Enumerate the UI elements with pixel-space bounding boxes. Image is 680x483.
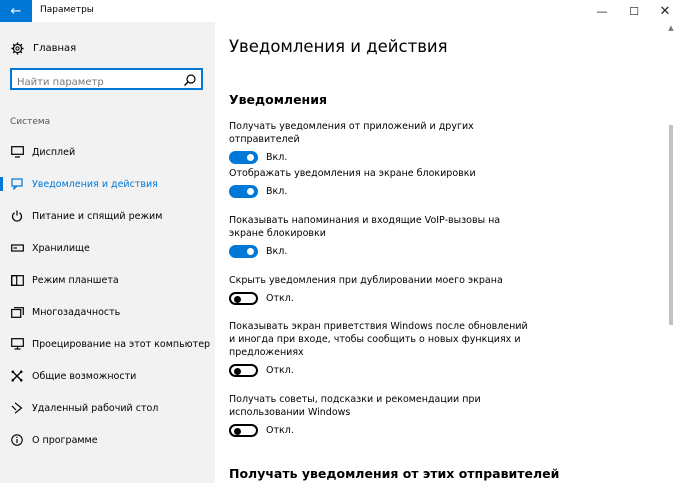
shared-experiences-icon [10, 369, 24, 383]
sidebar-item-shared-experiences[interactable] [0, 360, 215, 392]
display-icon [10, 145, 24, 159]
remote-desktop-icon [10, 401, 24, 415]
sidebar-item-display[interactable] [0, 136, 215, 168]
close-icon: ✕ [659, 3, 671, 19]
toggle-switch[interactable] [229, 292, 258, 305]
toggle-switch[interactable] [229, 424, 258, 437]
toggle-knob [247, 188, 254, 195]
sidebar-item-label: Многозадачность [32, 306, 121, 318]
maximize-icon: ☐ [629, 4, 639, 18]
sidebar-item-label: Дисплей [32, 146, 76, 158]
toggle-state: Вкл. [266, 186, 288, 197]
page-title: Уведомления и действия [229, 37, 448, 56]
sidebar-item-remote-desktop[interactable] [0, 392, 215, 424]
toggle-state: Откл. [266, 365, 294, 376]
scroll-thumb[interactable] [669, 125, 673, 325]
section-title: Уведомления [229, 92, 327, 107]
scrollbar[interactable] [666, 22, 676, 483]
maximize-button[interactable] [619, 0, 649, 22]
multitasking-icon [10, 305, 24, 319]
toggle-knob [247, 154, 254, 161]
back-button[interactable] [0, 0, 32, 22]
setting-lock-screen-notifications [229, 167, 529, 198]
toggle-state: Вкл. [266, 152, 288, 163]
setting-hide-when-duplicating [229, 274, 529, 305]
sidebar-item-about[interactable] [0, 424, 215, 456]
setting-label: Показывать напоминания и входящие VoIP-вызовы на экране блокировки [229, 215, 501, 239]
setting-label: Получать советы, подсказки и рекомендации при использовании Windows [229, 394, 481, 418]
sidebar-item-label: Общие возможности [32, 370, 137, 382]
sidebar-item-label: Питание и спящий режим [32, 210, 163, 222]
sidebar-item-label: Хранилище [32, 242, 90, 254]
toggle-knob [234, 368, 241, 375]
notifications-icon [10, 177, 24, 191]
toggle-state: Вкл. [266, 246, 288, 257]
sidebar-item-label: Уведомления и действия [32, 178, 158, 190]
toggle-switch[interactable] [229, 185, 258, 198]
search-box[interactable] [10, 68, 203, 90]
back-arrow-icon: ← [10, 3, 22, 19]
storage-icon [10, 241, 24, 255]
sidebar-item-projecting[interactable] [0, 328, 215, 360]
setting-label: Получать уведомления от приложений и других отправителей [229, 121, 474, 145]
gear-icon [10, 41, 24, 55]
setting-label: Показывать экран приветствия Windows после обновлений и иногда при входе, чтобы сообщить о новых функциях и предложениях [229, 321, 528, 358]
active-indicator [0, 177, 3, 191]
sidebar [0, 22, 215, 483]
toggle-switch[interactable] [229, 245, 258, 258]
toggle-switch[interactable] [229, 151, 258, 164]
setting-reminders-voip [229, 214, 529, 258]
toggle-switch[interactable] [229, 364, 258, 377]
close-button[interactable] [650, 0, 680, 22]
home-label: Главная [33, 42, 77, 54]
about-icon [10, 433, 24, 447]
sidebar-item-label: Режим планшета [32, 274, 119, 286]
minimize-icon: — [596, 4, 608, 18]
search-icon[interactable] [183, 72, 197, 86]
sidebar-item-label: Проецирование на этот компьютер [32, 338, 211, 350]
toggle-knob [247, 248, 254, 255]
sidebar-item-storage[interactable] [0, 232, 215, 264]
setting-label: Скрыть уведомления при дублировании моего экрана [229, 275, 503, 286]
main-content [229, 22, 659, 483]
tablet-icon [10, 273, 24, 287]
sidebar-item-tablet[interactable] [0, 264, 215, 296]
toggle-knob [234, 296, 241, 303]
sidebar-item-power[interactable] [0, 200, 215, 232]
home-link[interactable] [10, 41, 76, 55]
section-label: Система [10, 117, 51, 127]
minimize-button[interactable] [587, 0, 617, 22]
projecting-icon [10, 337, 24, 351]
scroll-up-icon[interactable]: ▲ [668, 24, 674, 32]
setting-welcome-experience [229, 320, 529, 377]
search-input[interactable] [12, 74, 172, 92]
setting-app-notifications [229, 120, 529, 164]
toggle-state: Откл. [266, 425, 294, 436]
setting-tips [229, 393, 529, 437]
sidebar-item-multitasking[interactable] [0, 296, 215, 328]
senders-section-title: Получать уведомления от этих отправителей [229, 466, 560, 481]
window-title: Параметры [40, 5, 94, 15]
sidebar-nav [0, 136, 215, 456]
toggle-knob [234, 428, 241, 435]
toggle-state: Откл. [266, 293, 294, 304]
title-bar [0, 0, 680, 22]
setting-label: Отображать уведомления на экране блокировки [229, 168, 476, 179]
sidebar-item-label: О программе [32, 434, 98, 446]
sidebar-item-label: Удаленный рабочий стол [32, 402, 159, 414]
sidebar-item-notifications[interactable] [0, 168, 215, 200]
power-icon [10, 209, 24, 223]
